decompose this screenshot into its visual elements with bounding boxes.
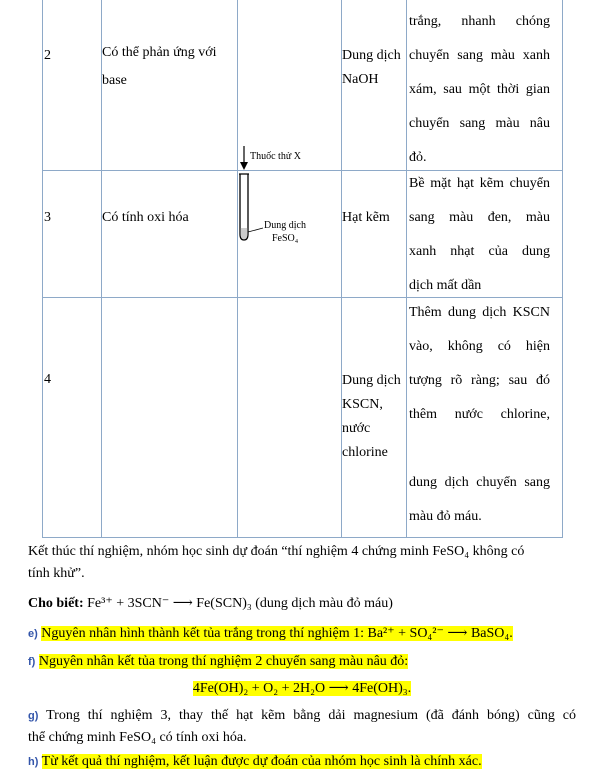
reagent-line: Dung dịch — [342, 373, 401, 388]
statement-f — [28, 651, 576, 673]
property-line: base — [102, 73, 127, 88]
statement-line — [28, 705, 576, 727]
solution-fill — [241, 228, 248, 239]
table-border-right — [562, 0, 563, 538]
statement-label: f) — [28, 656, 36, 668]
property-cell — [102, 39, 236, 95]
table-border-bottom — [42, 537, 563, 538]
reagent-cell — [342, 369, 408, 465]
phenomenon-cell — [409, 5, 550, 175]
reagent-line: nước — [342, 421, 371, 436]
phenomenon-line: vào, không có hiện — [409, 339, 550, 354]
phenomenon-line: thêm nước chlorine, — [409, 407, 550, 422]
phenomenon-line: xám, sau một thời gian — [409, 82, 550, 97]
given-line — [28, 593, 576, 615]
arrow-head — [240, 162, 248, 170]
phenomenon-cell-continued — [409, 466, 550, 534]
phenomenon-line: trắng, nhanh chóng — [409, 14, 550, 29]
equation-text: 4Fe(OH)₂ + O₂ + 2H₂O ⟶ 4Fe(OH)₃. — [192, 681, 412, 696]
phenomenon-line: chuyển sang màu nâu — [409, 116, 550, 131]
table-border-left — [42, 0, 43, 538]
row-number: 2 — [44, 48, 51, 63]
test-tube-figure — [232, 140, 322, 250]
statement-text: Nguyên nhân kết tủa trong thí nghiệm 2 chuyển sang màu nâu đỏ: — [38, 654, 409, 669]
row-number: 4 — [44, 372, 51, 387]
statement-h — [28, 751, 576, 773]
phenomenon-cell — [409, 167, 550, 303]
label-pointer — [248, 228, 263, 232]
statement-label: e) — [28, 628, 38, 640]
reagent-line: Dung dịch — [342, 48, 401, 63]
phenomenon-line: đỏ. — [409, 150, 427, 165]
conclusion-line: Kết thúc thí nghiệm, nhóm học sinh dự đoán “thí nghiệm 4 chứng minh FeSO₄ không có — [28, 544, 525, 559]
reagent-cell: Hạt kẽm — [342, 210, 390, 225]
reagent-line: KSCN, — [342, 397, 383, 412]
statement-f-equation — [28, 678, 576, 700]
phenomenon-line: Bề mặt hạt kẽm chuyển — [409, 176, 550, 191]
row-number: 3 — [44, 210, 51, 225]
reagent-label: Thuốc thử X — [250, 151, 301, 162]
solution-formula: FeSO₄ — [272, 233, 299, 244]
conclusion-paragraph — [28, 541, 576, 585]
solution-label: Dung dịch — [264, 220, 306, 231]
reagent-cell — [342, 44, 408, 92]
reagent-line: chlorine — [342, 445, 388, 460]
statement-text: Từ kết quả thí nghiệm, kết luận được dự đoán của nhóm học sinh là chính xác. — [41, 754, 482, 769]
phenomenon-line: Thêm dung dịch KSCN — [409, 305, 550, 320]
reagent-line: NaOH — [342, 72, 379, 87]
phenomenon-line: tượng rõ ràng; sau đó — [409, 373, 550, 388]
statement-text: Trong thí nghiệm 3, thay thế hạt kẽm bằng dải magnesium (đã đánh bóng) cũng có — [46, 708, 577, 723]
statement-e — [28, 623, 576, 645]
property-cell: Có tính oxi hóa — [102, 210, 189, 225]
phenomenon-line: màu đỏ máu. — [409, 509, 482, 524]
given-label: Cho biết: — [28, 596, 84, 611]
phenomenon-line: dịch mất dần — [409, 278, 482, 293]
statement-text: thể chứng minh FeSO₄ có tính oxi hóa. — [28, 730, 247, 745]
conclusion-line: tính khử”. — [28, 566, 85, 581]
phenomenon-line: xanh nhạt của dung — [409, 244, 550, 259]
phenomenon-line: sang màu đen, màu — [409, 210, 550, 225]
phenomenon-line: chuyển sang màu xanh — [409, 48, 550, 63]
statement-label: g) — [28, 710, 39, 722]
table-divider — [237, 0, 238, 538]
phenomenon-line: dung dịch chuyển sang — [409, 475, 550, 490]
statement-g — [28, 705, 576, 749]
statement-label: h) — [28, 756, 39, 768]
phenomenon-cell — [409, 296, 550, 432]
property-line: Có thể phản ứng với — [102, 45, 217, 60]
given-equation: Fe³⁺ + 3SCN⁻ ⟶ Fe(SCN)₃ (dung dịch màu đỏ máu) — [87, 596, 393, 611]
statement-text: Nguyên nhân hình thành kết tủa trắng trong thí nghiệm 1: Ba²⁺ + SO₄²⁻ ⟶ BaSO₄. — [41, 626, 513, 641]
